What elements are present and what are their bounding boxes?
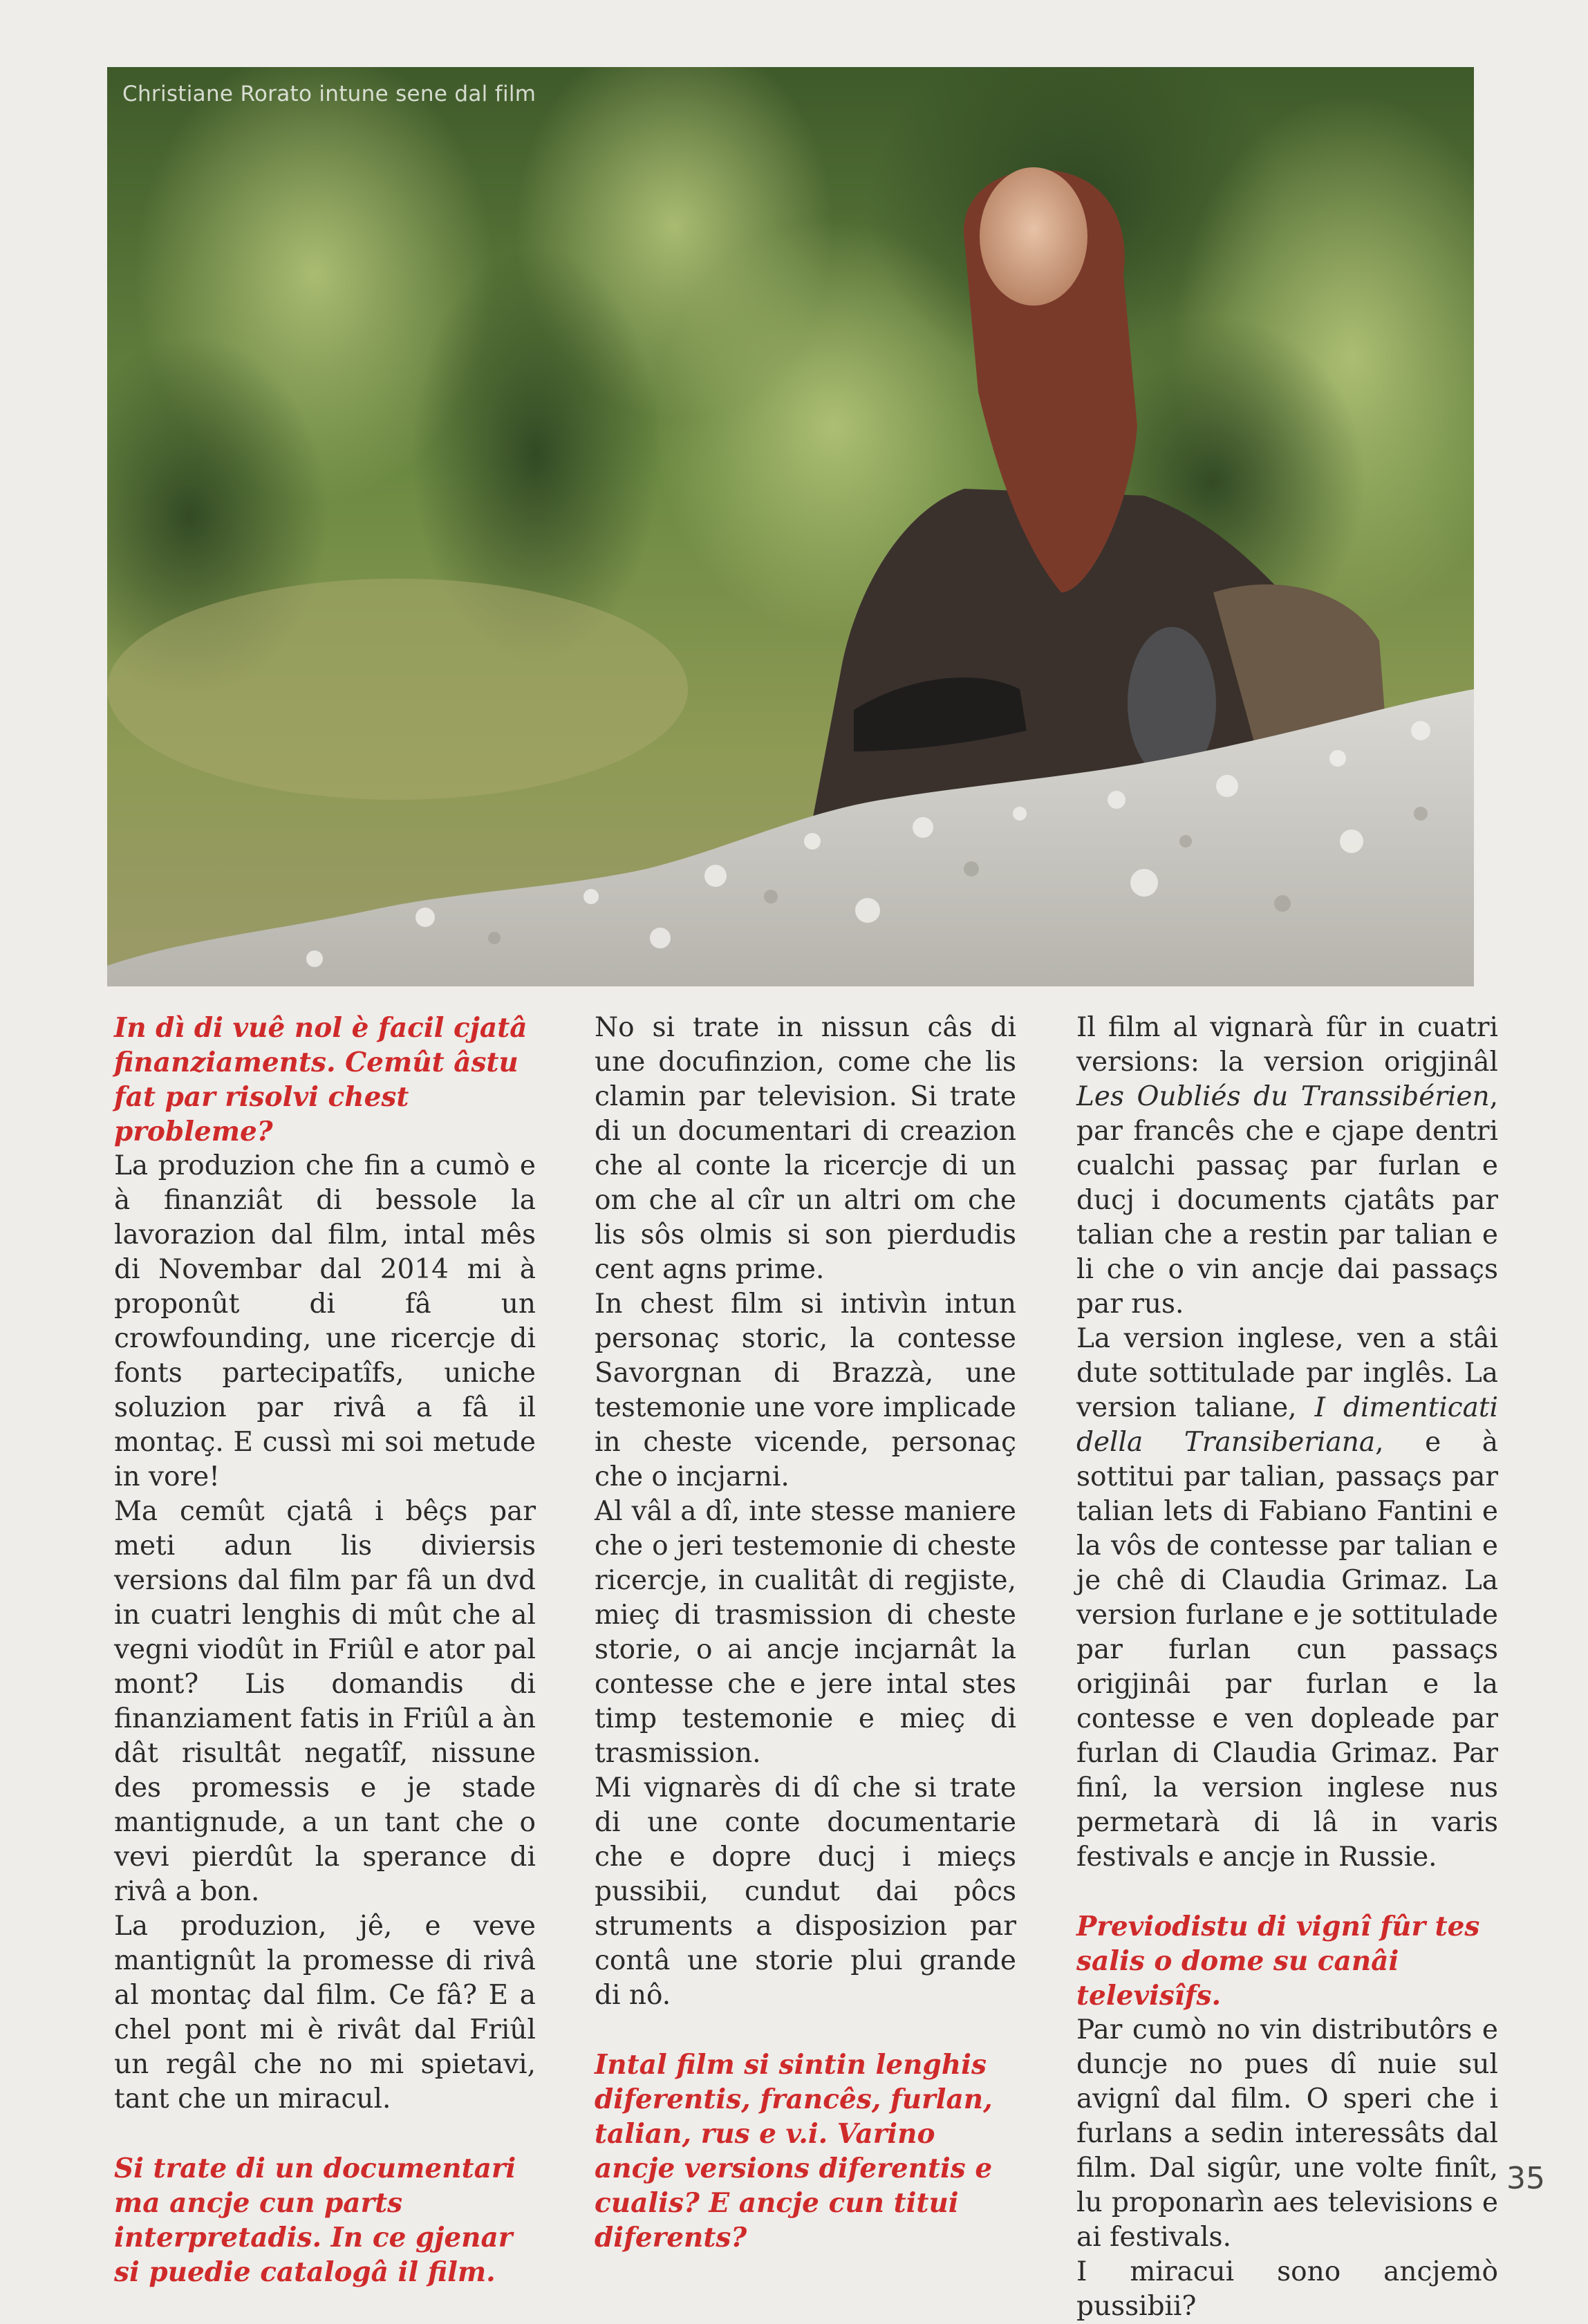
photo-illustration: [107, 67, 1474, 986]
answer-paragraph: La produzion, jê, e veve mantignût la promesse di rivâ al montaç dal film. Ce fâ? E a chel pont mi è rivât dal Friûl un regâl che no mi spietavi, tant che un miracul.: [114, 1911, 536, 2115]
text-column-1: [114, 1011, 536, 2289]
answer-paragraph: Par cumò no vin distributôrs e duncje no pues dî nuie sul avignî dal film. O speri che i furlans a sedin interessâts dal film. Dal sigûr, une volte finît, lu proponarìn aes televisions e ai festivals.: [1076, 2014, 1498, 2253]
answer-paragraph: [1076, 1322, 1498, 1875]
answer-paragraph: In chest film si intivìn intun personaç storic, la contesse Savorgnan di Brazzà, une testemonie une vore implicade in cheste vicende, personaç che o incjarni.: [595, 1288, 1016, 1492]
answer-text: La version inglese, ven a stâi dute sottitulade par inglês. La version taliane,: [1076, 1323, 1498, 1423]
answer-paragraph: Mi vignarès di dî che si trate di une conte documentarie che e dopre ducj i mieçs pussibii, cundut dai pôcs struments a disposizion par contâ une storie plui grande di nô.: [595, 1772, 1016, 2011]
interview-question: Previodistu di vignî fûr tes salis o dome su canâi televisîfs.: [1076, 1911, 1480, 2012]
answer-text: , e à sottitui par talian, passaçs par talian lets di Fabiano Fantini e la vôs de contesse par talian e je chê di Claudia Grimaz. La version furlane e je sottitulade par furlan cun passaçs origjinâi par furlan e la contesse e ven dopleade par furlan di Claudia Grimaz. Par finî, la version inglese nus permetarà di lâ in varis festivals e ancje in Russie.: [1076, 1427, 1499, 1873]
answer-paragraph: La produzion che fin a cumò e à finanziât di bessole la lavorazion dal film, intal mês di Novembar dal 2014 mi à proponût di fâ un crowfounding, une ricercje di fonts partecipatîfs, uniche soluzion par rivâ a fâ il montaç. E cussì mi soi metude in vore!: [114, 1150, 536, 1492]
film-title-french: Les Oubliés du Transsibérien: [1076, 1081, 1490, 1112]
interview-question: In dì di vuê nol è facil cjatâ finanziaments. Cemût âstu fat par risolvi chest probleme?: [114, 1012, 527, 1147]
answer-paragraph: [1076, 1011, 1498, 1322]
answer-paragraph: Ma cemût cjatâ i bêçs par meti adun lis diviersis versions dal film par fâ un dvd in cuatri lenghis di mût che al vegni viodût in Friûl e ator pal mont? Lis domandis di finanziament fatis in Friûl a àn dât risultât negatîf, nissune des promessis e je stade mantignude, a un tant che o vevi pierdût la sperance di rivâ a bon.: [114, 1496, 536, 1907]
interview-question: Si trate di un documentari ma ancje cun parts interpretadis. In ce gjenar si puedie catalogâ il film.: [114, 2153, 516, 2288]
article-photo: [107, 67, 1474, 986]
film-title-italian: I dimenticati della Transiberiana: [1076, 1392, 1498, 1458]
answer-text: Il film al vignarà fûr in cuatri versions: la version origjinâl: [1076, 1012, 1498, 1078]
answer-text: , par francês che e cjape dentri cualchi passaç par furlan e ducj i documents cjatâts par talian che a restin par talian e li che o vin ancje dai passaçs par rus.: [1076, 1081, 1498, 1320]
interview-question: Intal film si sintin lenghis diferentis, francês, furlan, talian, rus e v.i. Varino ancje versions diferentis e cualis? E ancje cun titui diferents?: [595, 2049, 993, 2253]
page-number: 35: [1506, 2161, 1545, 2196]
text-column-2: [595, 1011, 1016, 2255]
answer-paragraph: I miracui sono ancjemò pussibii?: [1076, 2256, 1498, 2322]
text-column-3: [1076, 1011, 1498, 2324]
answer-paragraph: Al vâl a dî, inte stesse maniere che o jeri testemonie di cheste ricercje, in cualitât di regjiste, mieç di trasmission di cheste storie, o ai ancje incjarnât la contesse che e jere intal stes timp testemonie e mieç di trasmission.: [595, 1496, 1016, 1769]
photo-caption: Christiane Rorato intune sene dal film: [122, 82, 536, 106]
answer-paragraph: No si trate in nissun câs di une docufinzion, come che lis clamin par television. Si trate di un documentari di creazion che al conte la ricercje di un om che al cîr un altri om che lis sôs olmis si son pierdudis cent agns prime.: [595, 1012, 1016, 1285]
